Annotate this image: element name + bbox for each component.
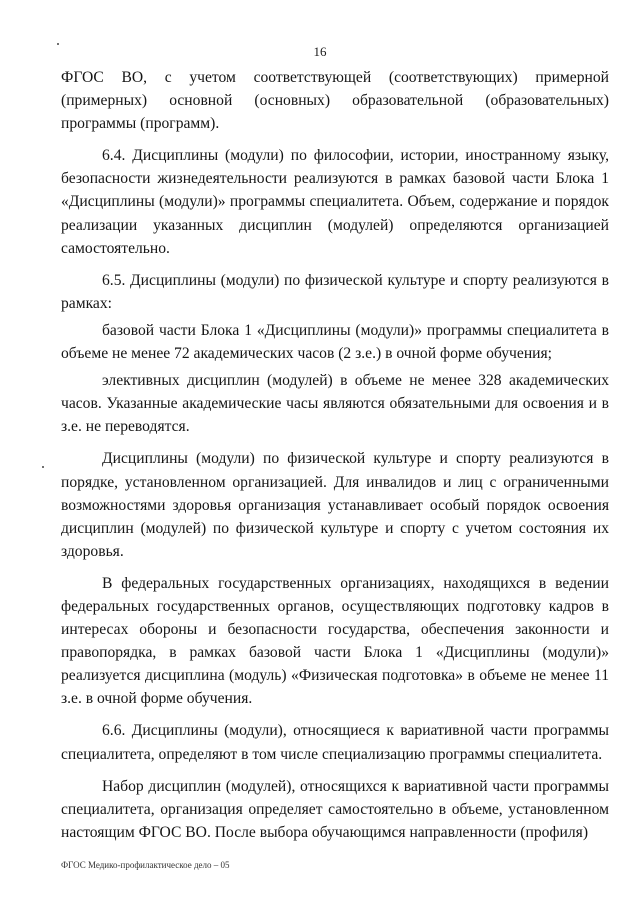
paragraph-6-6: 6.6. Дисциплины (модули), относящиеся к вариативной части программы специалитета, определяют в том числе специализацию программы специалитета. (61, 722, 609, 763)
paragraph-basic-block: базовой части Блока 1 «Дисциплины (модули)» программы специалитета в объеме не менее 72 академических часов (2 з.е.) в очной форме обучения; (61, 321, 609, 363)
paragraph-order: Дисциплины (модули) по физической культуре и спорту реализуются в порядке, установленном организацией. Для инвалидов и лиц с ограниченными возможностями здоровья организация устанавливает особый порядок освоения дисциплин (модулей) по физической культуре и спорту с учетом состояния их здоровья. (61, 450, 609, 560)
scan-speck (42, 466, 44, 468)
paragraph-federal: В федеральных государственных организациях, находящихся в ведении федеральных государственных органов, осуществляющих подготовку кадров в интересах обороны и безопасности государства, обеспечения законности и правопорядка, в рамках базовой части Блока 1 «Дисциплины (модули)» реализуется дисциплина (модуль) «Физическая подготовка» в объеме не менее 11 з.е. в очной форме обучения. (61, 574, 609, 708)
scan-speck (57, 43, 59, 45)
page-footer: ФГОС Медико-профилактическое дело – 05 (61, 860, 230, 870)
page-number: 16 (313, 44, 327, 59)
paragraph-elective: элективных дисциплин (модулей) в объеме не менее 328 академических часов. Указанные академические часы являются обязательными для освоения и в з.е. не переводятся. (61, 372, 609, 436)
paragraph-6-4: 6.4. Дисциплины (модули) по философии, истории, иностранному языку, безопасности жизнедеятельности реализуются в рамках базовой части Блока 1 «Дисциплины (модули)» программы специалитета. Объем, содержание и порядок реализации указанных дисциплин (модулей) определяются организацией самостоятельно. (61, 147, 609, 257)
paragraph-continuation: ФГОС ВО, с учетом соответствующей (соответствующих) примерной (примерных) основной (основных) образовательной (образовательных) программы (программ). (61, 69, 609, 133)
paragraph-6-5: 6.5. Дисциплины (модули) по физической культуре и спорту реализуются в рамках: (61, 271, 609, 312)
document-body (61, 66, 609, 853)
paragraph-variative-set: Набор дисциплин (модулей), относящихся к вариативной части программы специалитета, организация определяет самостоятельно в объеме, установленном настоящим ФГОС ВО. После выбора обучающимся направленности (профиля) (61, 777, 609, 841)
